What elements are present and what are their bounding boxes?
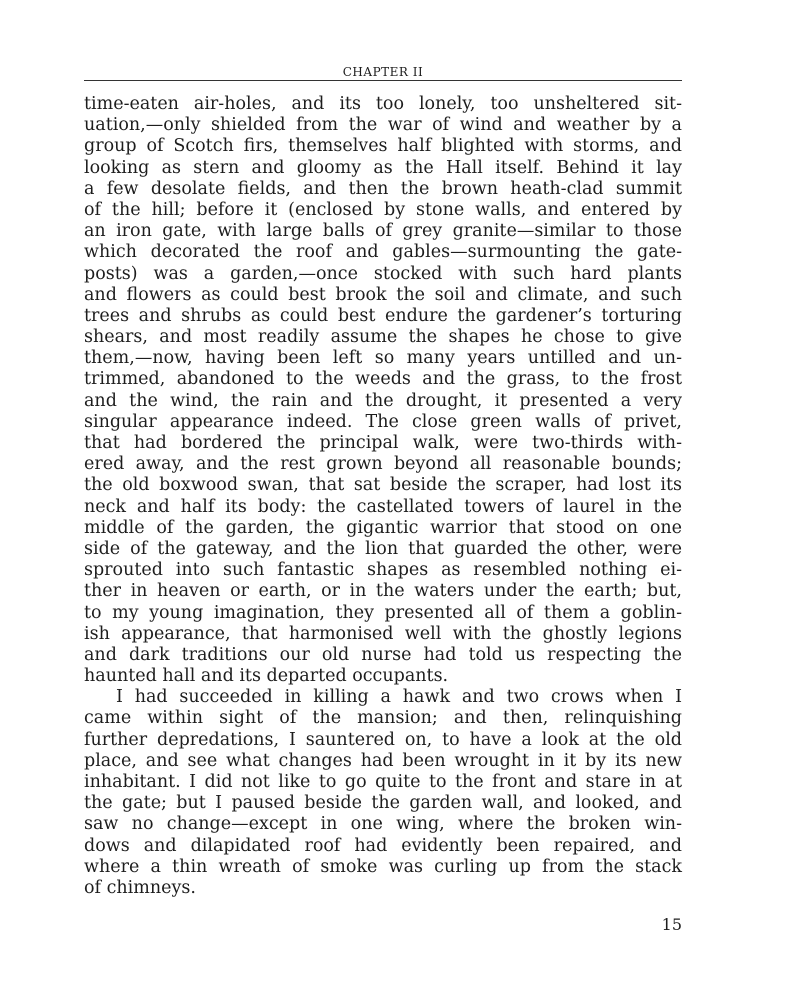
text-line: place, and see what changes had been wrought in it by its new <box>84 750 682 771</box>
text-line: to my young imagination, they presented all of them a goblin- <box>84 602 682 623</box>
text-line: dows and dilapidated roof had evidently been repaired, and <box>84 835 682 856</box>
text-line: and flowers as could best brook the soil and climate, and such <box>84 284 682 305</box>
text-line: I had succeeded in killing a hawk and two crows when I <box>116 687 682 708</box>
text-line: trees and shrubs as could best endure the gardener’s torturing <box>84 305 682 326</box>
text-line: of chimneys. <box>84 877 196 898</box>
text-line: haunted hall and its departed occupants. <box>84 666 449 687</box>
text-line: the old boxwood swan, that sat beside the scraper, had lost its <box>84 475 682 496</box>
text-line: side of the gateway, and the lion that guarded the other, were <box>84 538 682 559</box>
text-line: saw no change—except in one wing, where the broken win- <box>84 814 682 835</box>
page-number: 15 <box>661 915 682 934</box>
text-line: ish appearance, that harmonised well with the ghostly legions <box>84 623 682 644</box>
text-line: singular appearance indeed. The close green walls of privet, <box>84 411 682 432</box>
text-line: which decorated the roof and gables—surmounting the gate- <box>84 242 682 263</box>
header-rule <box>84 80 682 81</box>
running-header: CHAPTER II <box>342 65 424 79</box>
text-line: them,—now, having been left so many years untilled and un- <box>84 348 682 369</box>
text-line: middle of the garden, the gigantic warrior that stood on one <box>84 517 682 538</box>
text-line: where a thin wreath of smoke was curling up from the stack <box>84 856 682 877</box>
text-line: of the hill; before it (enclosed by stone walls, and entered by <box>84 199 682 220</box>
text-line: that had bordered the principal walk, were two-thirds with- <box>84 433 682 453</box>
text-line: looking as stern and gloomy as the Hall itself. Behind it lay <box>84 157 682 178</box>
text-line: and the wind, the rain and the drought, it presented a very <box>84 390 682 411</box>
text-line: neck and half its body: the castellated towers of laurel in the <box>84 496 682 517</box>
text-line: group of Scotch firs, themselves half blighted with storms, and <box>84 136 682 157</box>
text-line: came within sight of the mansion; and then, relinquishing <box>84 708 682 729</box>
paragraph-2 <box>84 687 682 899</box>
text-line: an iron gate, with large balls of grey granite—similar to those <box>84 221 682 242</box>
text-line: inhabitant. I did not like to go quite to the front and stare in at <box>84 772 682 792</box>
text-line: trimmed, abandoned to the weeds and the grass, to the frost <box>84 369 682 390</box>
text-line: sprouted into such fantastic shapes as resembled nothing ei- <box>84 560 682 581</box>
text-line: the gate; but I paused beside the garden wall, and looked, and <box>84 793 682 814</box>
text-line: and dark traditions our old nurse had told us respecting the <box>84 644 682 665</box>
text-line: uation,—only shielded from the war of wind and weather by a <box>84 115 682 136</box>
text-line: further depredations, I sauntered on, to have a look at the old <box>84 729 682 750</box>
paragraph-1 <box>84 94 682 687</box>
text-line: ther in heaven or earth, or in the waters under the earth; but, <box>84 581 682 602</box>
text-line: shears, and most readily assume the shapes he chose to give <box>84 327 682 348</box>
text-line: time-eaten air-holes, and its too lonely, too unsheltered sit- <box>84 94 682 114</box>
text-line: posts) was a garden,—once stocked with such hard plants <box>84 263 682 284</box>
text-line: a few desolate fields, and then the brown heath-clad summit <box>84 178 682 199</box>
body-text <box>84 94 682 899</box>
text-line: ered away, and the rest grown beyond all reasonable bounds; <box>84 454 682 475</box>
